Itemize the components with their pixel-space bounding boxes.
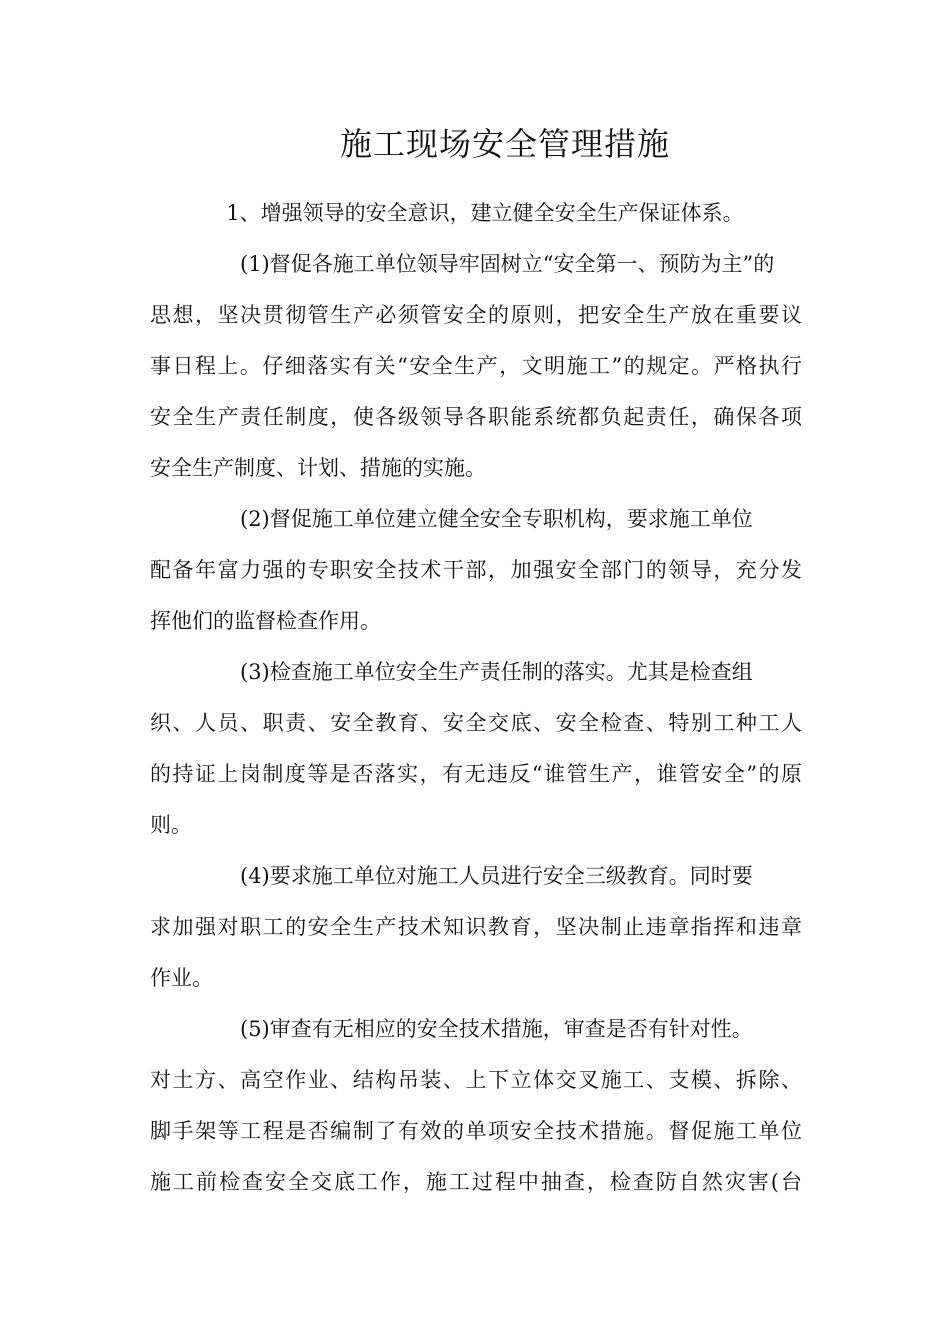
paragraph-line: 安全生产制度、计划、措施的实施。 — [150, 456, 486, 480]
paragraph-line: 思想，坚决贯彻管生产必须管安全的原则，把安全生产放在重要议 — [150, 303, 802, 327]
paragraph-line: 配备年富力强的专职安全技术干部，加强安全部门的领导，充分发 — [150, 558, 802, 582]
paragraph-line: 求加强对职工的安全生产技术知识教育，坚决制止违章指挥和违章 — [150, 915, 802, 939]
paragraph-line: 的持证上岗制度等是否落实，有无违反“谁管生产，谁管安全”的原 — [150, 762, 802, 786]
paragraph-line: 对土方、高空作业、结构吊装、上下立体交叉施工、支模、拆除、 — [150, 1068, 802, 1092]
document-body — [150, 188, 802, 1208]
paragraph-line: 作业。 — [150, 966, 213, 990]
section-heading-1: 1、增强领导的安全意识，建立健全安全生产保证体系。 — [226, 201, 744, 225]
document-title: 施工现场安全管理措施 — [339, 125, 670, 163]
paragraph-line: (2)督促施工单位建立健全安全专职机构，要求施工单位 — [240, 507, 753, 531]
paragraph-line: 挥他们的监督检查作用。 — [150, 609, 381, 633]
paragraph-line: 施工前检查安全交底工作，施工过程中抽查，检查防自然灾害(台 — [150, 1170, 802, 1194]
paragraph-line: 事日程上。仔细落实有关“安全生产，文明施工”的规定。严格执行 — [150, 354, 802, 378]
paragraph-line: 织、人员、职责、安全教育、安全交底、安全检查、特别工种工人 — [150, 711, 802, 735]
paragraph-line: (1)督促各施工单位领导牢固树立“安全第一、预防为主”的 — [240, 252, 775, 276]
paragraph-line: 则。 — [150, 813, 192, 837]
paragraph-line: (5)审查有无相应的安全技术措施，审查是否有针对性。 — [240, 1017, 753, 1041]
paragraph-line: 脚手架等工程是否编制了有效的单项安全技术措施。督促施工单位 — [150, 1119, 802, 1143]
paragraph-line: (4)要求施工单位对施工人员进行安全三级教育。同时要 — [240, 864, 753, 888]
paragraph-line: 安全生产责任制度，使各级领导各职能系统都负起责任，确保各项 — [150, 405, 802, 429]
paragraph-line: (3)检查施工单位安全生产责任制的落实。尤其是检查组 — [240, 660, 753, 684]
